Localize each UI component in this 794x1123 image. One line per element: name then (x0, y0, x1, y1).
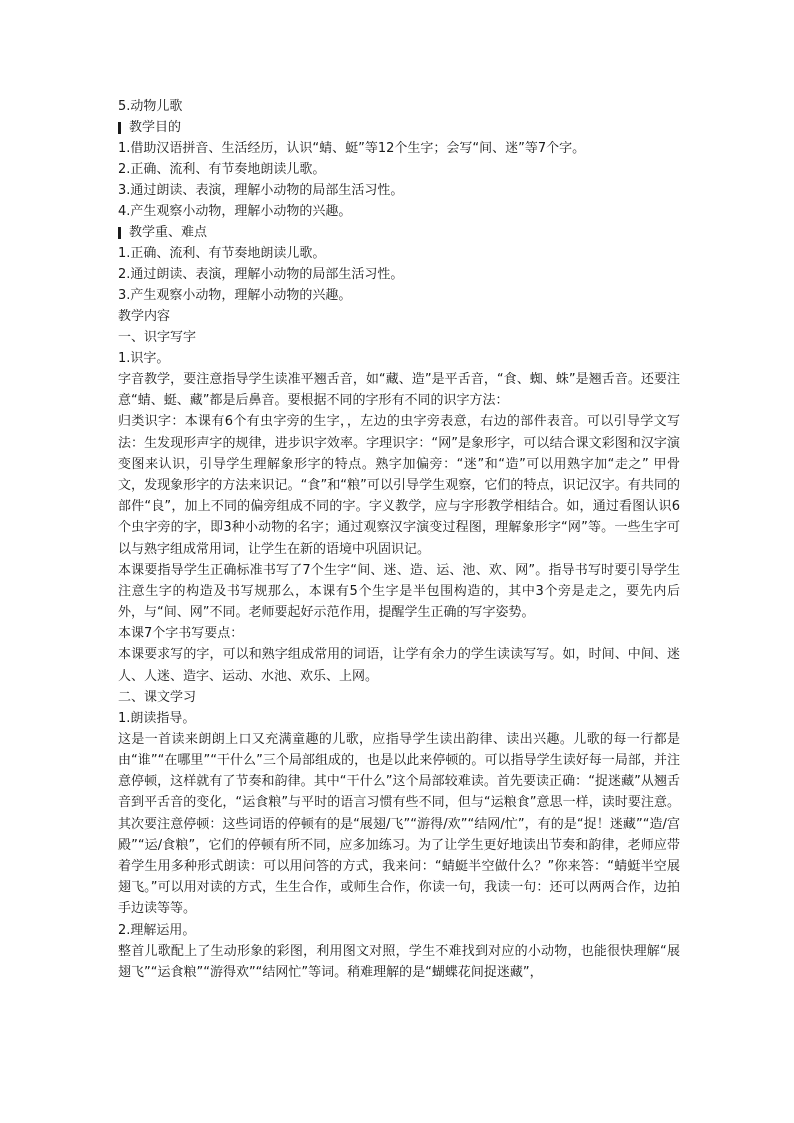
document-page (118, 96, 680, 983)
key-point-item: 3.产生观察小动物，理解小动物的兴趣。 (118, 288, 352, 303)
paragraph: 本课要求写的字，可以和熟字组成常用的词语，让学有余力的学生读读写写。如，时间、中间、迷人、人迷、造字、运动、水池、欢乐、上网。 (118, 647, 680, 684)
content-heading: 教学内容 (118, 309, 171, 324)
heading-bar-icon (118, 122, 121, 134)
part1-heading: 一、识字写字 (118, 330, 197, 345)
paragraph: 整首儿歌配上了生动形象的彩图，利用图文对照，学生不难找到对应的小动物，也能很快理解“展翅飞”“运食粮”“游得欢”“结网忙”等词。稍难理解的是“蝴蝶花间捉迷藏”， (118, 943, 680, 980)
goal-item: 2.正确、流利、有节奏地朗读儿歌。 (118, 162, 326, 177)
goals-heading (118, 117, 680, 138)
goal-item: 4.产生观察小动物，理解小动物的兴趣。 (118, 204, 352, 219)
paragraph: 本课7个字书写要点： (118, 626, 244, 642)
key-points-heading (118, 222, 680, 243)
part2-subheading: 2.理解运用。 (118, 922, 196, 938)
paragraph: 归类识字：本课有6个有虫字旁的生字，，左边的虫字旁表意，右边的部件表音。可以引导学文写法：生发现形声字的规律，进步识字效率。字理识字：“网”是象形字，可以结合课文彩图和汉字演变图来认识，引导学生理解象形字的特点。熟字加偏旁：“迷”和“造”可以用熟字加“走之” 甲骨文，发现象形字的方法来识记。“食”和“粮”可以引导学生观察，它们的特点，识记汉字。有共同的部件“良”，加上不同的偏旁组成不同的字。字义教学，应与字形教学相结合。如，通过看图认识6个虫字旁的字，即3种小动物的名字；通过观察汉字演变过程图，理解象形字“网”等。一些生字可以与熟字组成常用词，让学生在新的语境中巩固识记。 (118, 414, 680, 557)
paragraph: 本课要指导学生正确标准书写了7个生字“间、迷、造、运、池、欢、网”。指导书写时要引导学生注意生字的构造及书写规那么，本课有5个生字是半包围构造的，其中3个旁是走之，要先内后外，与“间、网”不同。老师要起好示范作用，提醒学生正确的写字姿势。 (118, 562, 680, 621)
paragraph: 字音教学，要注意指导学生读准平翘舌音，如“藏、造”是平舌音，“食、蜘、蛛”是翘舌音。还要注意“蜻、蜓、藏”都是后鼻音。要根据不同的字形有不同的识字方法： (118, 372, 680, 409)
key-point-item: 2.通过朗读、表演，理解小动物的局部生活习性。 (118, 267, 404, 282)
paragraph: 这是一首读来朗朗上口又充满童趣的儿歌，应指导学生读出韵律、读出兴趣。儿歌的每一行都是由“谁”“在哪里”“干什么”三个局部组成的，也是以此来停顿的。可以指导学生读好每一局部，并注意停顿，这样就有了节奏和韵律。其中“干什么”这个局部较难读。首先要读正确：“捉迷藏”从翘舌音到平舌音的变化，“运食粮”与平时的语言习惯有些不同，但与“运粮食”意思一样，读时要注意。其次要注意停顿：这些词语的停顿有的是“展翅/飞”“游得/欢”“结网/忙”，有的是“捉！迷藏”“造/宫殿”“运/食粮”，它们的停顿有所不同，应多加练习。为了让学生更好地读出节奏和韵律，老师应带着学生用多种形式朗读：可以用问答的方式，我来问：“蜻蜓半空做什么？”你来答：“蜻蜓半空展翅飞。”可以用对读的方式，生生合作，或师生合作，你读一句，我读一句：还可以两两合作，边拍手边读等等。 (118, 731, 680, 917)
heading-bar-icon (118, 227, 121, 239)
key-point-item: 1.正确、流利、有节奏地朗读儿歌。 (118, 246, 326, 261)
goals-heading-text: 教学目的 (129, 120, 182, 135)
goal-item: 3.通过朗读、表演，理解小动物的局部生活习性。 (118, 183, 404, 198)
lesson-title: 5.动物儿歌 (118, 99, 183, 114)
goal-item: 1.借助汉语拼音、生活经历，认识“蜻、蜓”等12个生字；会写“间、迷”等7个字。 (118, 141, 586, 156)
part2-heading: 二、课文学习 (118, 689, 197, 705)
part2-subheading: 1.朗读指导。 (118, 710, 196, 726)
key-points-heading-text: 教学重、难点 (129, 225, 208, 240)
part1-subheading: 1.识字。 (118, 351, 170, 366)
